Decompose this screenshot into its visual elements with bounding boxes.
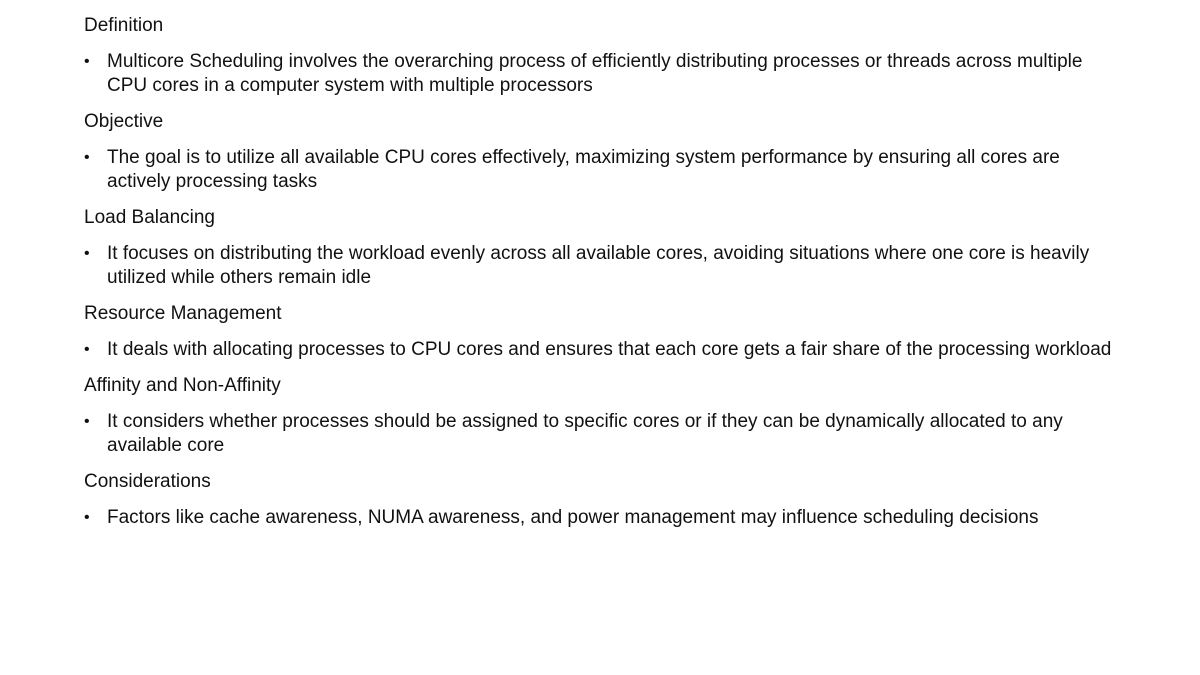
- section-resource-management: [84, 302, 1114, 362]
- section-heading: Load Balancing: [84, 207, 215, 228]
- bullet-dot-icon: •: [84, 413, 90, 430]
- section-load-balancing: [84, 206, 1114, 290]
- section-heading: Objective: [84, 111, 164, 132]
- section-heading: Affinity and Non-Affinity: [84, 375, 281, 396]
- bullet-dot-icon: •: [84, 509, 90, 526]
- bullet-dot-icon: •: [84, 149, 90, 166]
- section-heading: Resource Management: [84, 303, 282, 324]
- bullet-item: [84, 410, 1114, 458]
- section-objective: [84, 110, 1114, 194]
- bullet-item: [84, 50, 1114, 98]
- bullet-dot-icon: •: [84, 341, 90, 358]
- bullet-text: Multicore Scheduling involves the overarching process of efficiently distributing processes or threads across multiple CPU cores in a computer system with multiple processors: [107, 51, 1083, 96]
- bullet-text: Factors like cache awareness, NUMA awareness, and power management may influence scheduling decisions: [107, 507, 1039, 528]
- section-affinity: [84, 374, 1114, 458]
- bullet-dot-icon: •: [84, 245, 90, 262]
- bullet-text: It considers whether processes should be assigned to specific cores or if they can be dynamically allocated to any available core: [107, 411, 1063, 456]
- bullet-item: [84, 146, 1114, 194]
- section-heading: Definition: [84, 15, 164, 36]
- bullet-item: [84, 506, 1114, 530]
- slide-content: [84, 14, 1114, 542]
- section-heading: Considerations: [84, 471, 211, 492]
- section-considerations: [84, 470, 1114, 530]
- bullet-text: It deals with allocating processes to CPU cores and ensures that each core gets a fair share of the processing workload: [107, 339, 1112, 360]
- section-definition: [84, 14, 1114, 98]
- bullet-item: [84, 242, 1114, 290]
- bullet-text: The goal is to utilize all available CPU cores effectively, maximizing system performance by ensuring all cores are actively processing tasks: [107, 147, 1060, 192]
- bullet-dot-icon: •: [84, 53, 90, 70]
- bullet-item: [84, 338, 1114, 362]
- bullet-text: It focuses on distributing the workload evenly across all available cores, avoiding situations where one core is heavily utilized while others remain idle: [107, 243, 1090, 288]
